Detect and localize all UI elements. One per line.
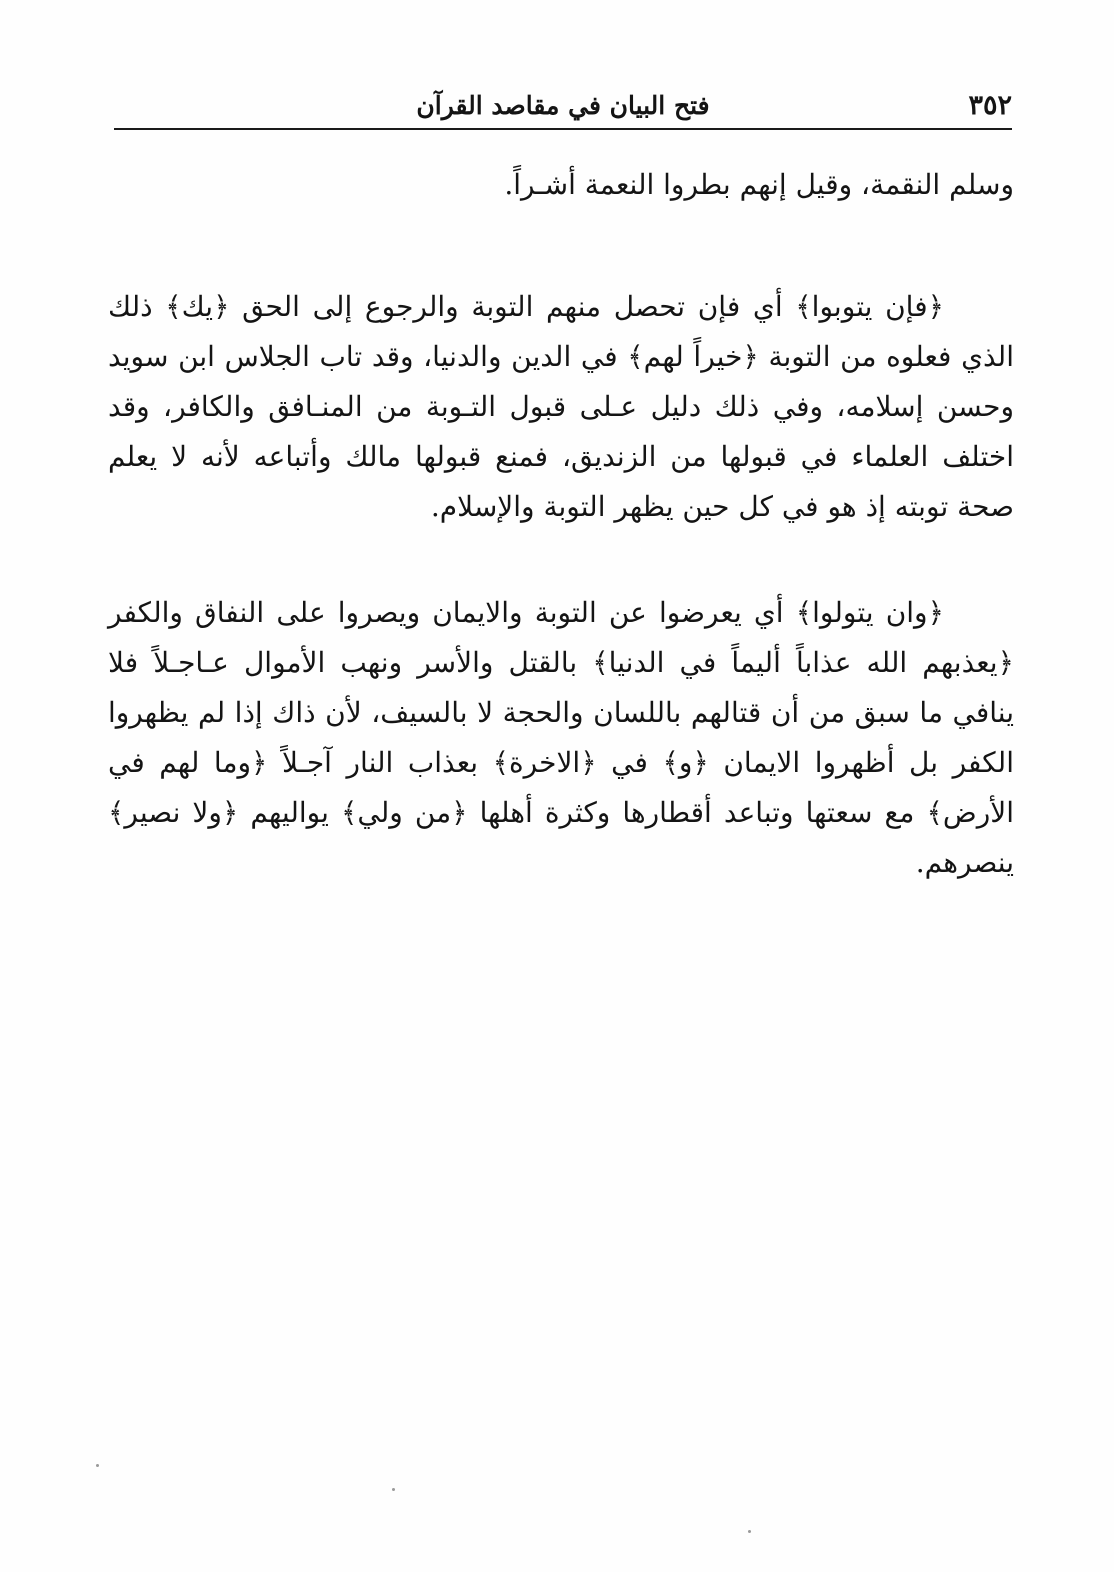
scan-speck — [748, 1530, 751, 1533]
page-number: ٣٥٢ — [968, 90, 1012, 121]
scan-speck — [96, 1464, 99, 1467]
page-header — [114, 84, 1012, 128]
page-body — [108, 160, 1014, 888]
scan-speck — [392, 1488, 395, 1491]
paragraph-repentance: ﴿فإن يتوبوا﴾ أي فإن تحصل منهم التوبة والرجوع إلى الحق ﴿يك﴾ ذلك الذي فعلوه من التوبة ﴿خيراً لهم﴾ في الدين والدنيا، وقد تاب الجلاس ابن سويد وحسن إسلامه، وفي ذلك دليل عـلى قبول التـوبة من المنـافق والكافر، وقد اختلف العلماء في قبولها من الزنديق، فمنع قبولها مالك وأتباعه لأنه لا يعلم صحة توبته إذ هو في كل حين يظهر التوبة والإسلام. — [108, 290, 1014, 523]
paragraph-continuation: وسلم النقمة، وقيل إنهم بطروا النعمة أشـراً. — [504, 168, 1014, 201]
running-title: فتح البيان في مقاصد القرآن — [416, 91, 710, 120]
header-divider — [114, 128, 1012, 130]
paragraph-turning-away: ﴿وان يتولوا﴾ أي يعرضوا عن التوبة والايمان ويصروا على النفاق والكفر ﴿يعذبهم الله عذاباً أليماً في الدنيا﴾ بالقتل والأسر ونهب الأموال عـاجـلاً فلا ينافي ما سبق من أن قتالهم باللسان والحجة لا بالسيف، لأن ذاك إذا لم يظهروا الكفر بل أظهروا الايمان ﴿و﴾ في ﴿الاخرة﴾ بعذاب النار آجـلاً ﴿وما لهم في الأرض﴾ مع سعتها وتباعد أقطارها وكثرة أهلها ﴿من ولي﴾ يواليهم ﴿ولا نصير﴾ ينصرهم. — [108, 596, 1014, 879]
